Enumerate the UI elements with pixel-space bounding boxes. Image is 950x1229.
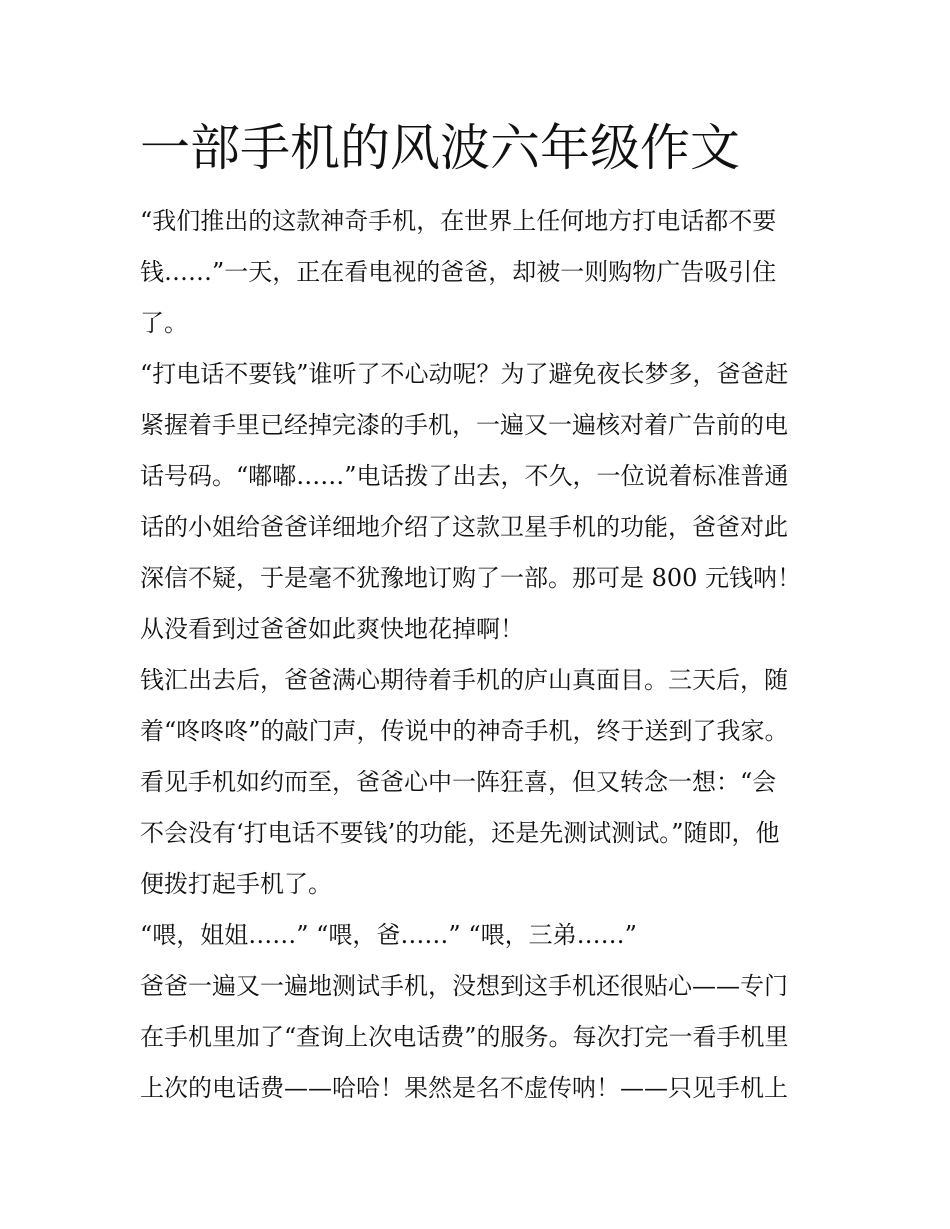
text-line: 深信不疑，于是毫不犹豫地订购了一部。那可是 800 元钱呐！: [140, 564, 802, 592]
text-line: “打电话不要钱”谁听了不心动呢？为了避免夜长梦多，爸爸赶: [140, 360, 789, 388]
text-line: 钱……”一天，正在看电视的爸爸，却被一则购物广告吸引住: [140, 258, 777, 286]
text-line: 话号码。“嘟嘟……”电话拨了出去，不久，一位说着标准普通: [140, 462, 789, 490]
text-line: 爸爸一遍又一遍地测试手机，没想到这手机还很贴心——专门: [140, 972, 788, 1000]
text-line: 看见手机如约而至，爸爸心中一阵狂喜，但又转念一想：“会: [140, 768, 777, 796]
text-line: 钱汇出去后，爸爸满心期待着手机的庐山真面目。三天后，随: [140, 666, 788, 694]
text-line: 着“咚咚咚”的敲门声，传说中的神奇手机，终于送到了我家。: [140, 717, 789, 745]
text-line: 话的小姐给爸爸详细地介绍了这款卫星手机的功能，爸爸对此: [140, 513, 788, 541]
text-line: 便拨打起手机了。: [140, 870, 332, 898]
text-line: 在手机里加了“查询上次电话费”的服务。每次打完一看手机里: [140, 1023, 789, 1051]
text-line: 紧握着手里已经掉完漆的手机，一遍又一遍核对着广告前的电: [140, 411, 788, 439]
text-line: 了。: [140, 309, 188, 337]
text-line: “我们推出的这款神奇手机，在世界上任何地方打电话都不要: [140, 207, 777, 235]
text-line: 从没看到过爸爸如此爽快地花掉啊！: [140, 615, 524, 643]
text-line: “喂，姐姐……” “喂，爸……” “喂，三弟……”: [140, 921, 637, 949]
text-line: 上次的电话费——哈哈！果然是名不虚传呐！——只见手机上: [140, 1074, 788, 1102]
text-line: 不会没有‘打电话不要钱’的功能，还是先测试测试。”随即，他: [140, 819, 780, 847]
document-title: 一部手机的风波六年级作文: [140, 119, 740, 177]
